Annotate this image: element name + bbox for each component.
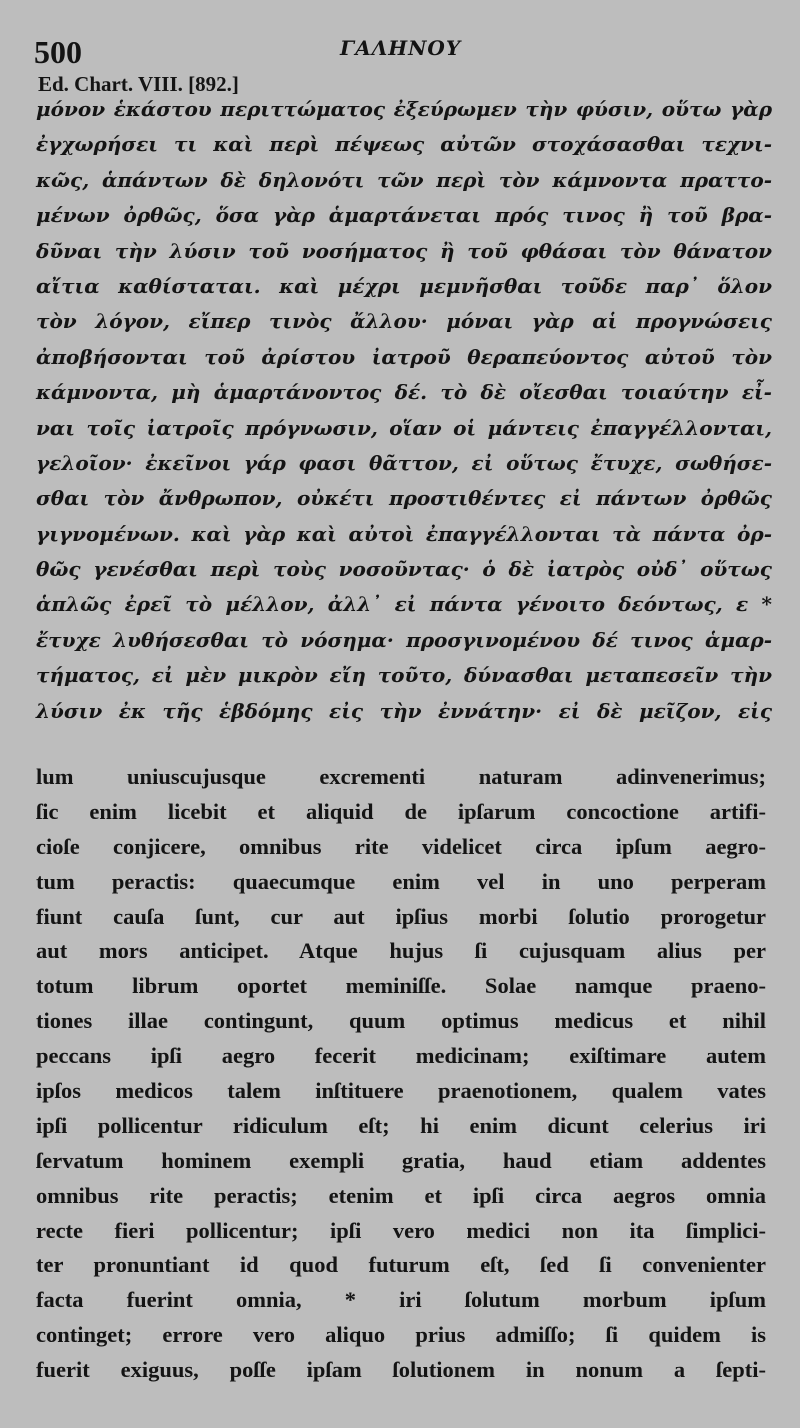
greek-line-text: τήματος, εἰ μὲν μικρὸν εἴη τοῦτο, δύνασθαι μεταπεσεῖν τὴν <box>36 663 772 688</box>
latin-line-text: ter pronuntiant id quod futurum eſt, ſed ſi convenienter <box>36 1252 766 1278</box>
latin-line-text: facta fuerint omnia, * iri ſolutum morbum ipſum <box>36 1287 766 1313</box>
latin-line-text: fuerit exiguus, poſſe ipſam ſolutionem in nonum a ſepti- <box>36 1357 766 1383</box>
latin-line <box>36 1214 766 1249</box>
greek-line-text: ἁπλῶς ἐρεῖ τὸ μέλλον, ἀλλ᾽ εἰ πάντα γένοιτο δεόντως, ε * <box>36 592 772 617</box>
page-header <box>0 34 800 74</box>
latin-line-text: peccans ipſi aegro fecerit medicinam; exiſtimare autem <box>36 1043 766 1069</box>
greek-line <box>36 481 772 516</box>
greek-line-text: μόνον ἑκάστου περιττώματος ἐξεύρωμεν τὴν φύσιν, οὕτω γὰρ <box>36 97 772 121</box>
greek-line-text: μένων ὀρθῶς, ὅσα γὰρ ἁμαρτάνεται πρός τινος ἢ τοῦ βρα- <box>36 203 772 228</box>
latin-line-text: continget; errore vero aliquo prius admiſſo; ſi quidem is <box>36 1322 766 1348</box>
latin-line <box>36 1004 766 1039</box>
latin-line-text: totum librum oportet meminiſſe. Solae namque praeno- <box>36 973 766 999</box>
edition-reference: Ed. Chart. VIII. [892.] <box>38 72 239 96</box>
greek-line-text: ἔτυχε λυθήσεσθαι τὸ νόσημα· προσγινομένου δέ τινος ἁμαρ- <box>36 627 772 652</box>
greek-line <box>36 694 772 729</box>
latin-line <box>36 1144 766 1179</box>
latin-line-text: ſervatum hominem exempli gratia, haud etiam addentes <box>36 1147 766 1173</box>
greek-line <box>36 92 772 127</box>
greek-line-text: θῶς γενέσθαι περὶ τοὺς νοσοῦντας· ὁ δὲ ἰατρὸς οὐδ᾽ οὕτως <box>36 557 772 582</box>
greek-line-text: λύσιν ἐκ τῆς ἑβδόμης εἰς τὴν ἐννάτην· εἰ δὲ μεῖζον, εἰς <box>36 698 772 723</box>
greek-line-text: γιγνομένων. καὶ γὰρ καὶ αὐτοὶ ἐπαγγέλλονται τὰ πάντα ὀρ- <box>36 521 772 546</box>
latin-line <box>36 1179 766 1214</box>
greek-line <box>36 340 772 375</box>
latin-line <box>36 865 766 900</box>
greek-line <box>36 552 772 587</box>
greek-line-text: ναι τοῖς ἰατροῖς πρόγνωσιν, οἵαν οἱ μάντεις ἐπαγγέλλονται, <box>36 415 772 440</box>
latin-line-text: ipſi pollicentur ridiculum eſt; hi enim dicunt celerius iri <box>36 1112 766 1138</box>
greek-line-text: αἴτια καθίσταται. καὶ μέχρι μεμνῆσθαι τοῦδε παρ᾽ ὅλον <box>36 273 772 298</box>
latin-line-text: aut mors anticipet. Atque hujus ſi cujusquam alius per <box>36 938 766 964</box>
greek-line <box>36 198 772 233</box>
latin-line-text: omnibus rite peractis; etenim et ipſi circa aegros omnia <box>36 1182 766 1208</box>
greek-line <box>36 234 772 269</box>
latin-line-text: fiunt cauſa ſunt, cur aut ipſius morbi ſolutio prorogetur <box>36 903 766 929</box>
latin-line-text: ſic enim licebit et aliquid de ipſarum concoctione artifi- <box>36 798 766 824</box>
greek-line <box>36 623 772 658</box>
greek-line-text: κῶς, ἁπάντων δὲ δηλονότι τῶν περὶ τὸν κάμνοντα πραττο- <box>36 167 772 192</box>
greek-line-text: κάμνοντα, μὴ ἁμαρτάνοντος δέ. τὸ δὲ οἴεσθαι τοιαύτην εἶ- <box>36 380 772 405</box>
latin-line <box>36 1283 766 1318</box>
greek-line-text: σθαι τὸν ἄνθρωπον, οὐκέτι προστιθέντες εἰ πάντων ὀρθῶς <box>36 486 772 511</box>
latin-line <box>36 795 766 830</box>
greek-line-text: δῦναι τὴν λύσιν τοῦ νοσήματος ἢ τοῦ φθάσαι τὸν θάνατον <box>36 238 772 263</box>
greek-line-text: τὸν λόγον, εἴπερ τινὸς ἄλλου· μόναι γὰρ αἱ προγνώσεις <box>36 309 772 334</box>
latin-line-text: tiones illae contingunt, quum optimus medicus et nihil <box>36 1008 766 1034</box>
latin-line <box>36 1039 766 1074</box>
greek-line <box>36 127 772 162</box>
latin-line <box>36 1318 766 1353</box>
latin-line-text: cioſe conjicere, omnibus rite videlicet circa ipſum aegro- <box>36 833 766 859</box>
latin-line-text: tum peractis: quaecumque enim vel in uno perperam <box>36 868 766 894</box>
latin-text-block <box>36 760 766 1388</box>
latin-line-text: recte fieri pollicentur; ipſi vero medici non ita ſimplici- <box>36 1217 766 1243</box>
greek-line <box>36 304 772 339</box>
latin-line-text: lum uniuscujusque excrementi naturam adinvenerimus; <box>36 764 766 789</box>
greek-text-block <box>36 92 772 729</box>
latin-line <box>36 1074 766 1109</box>
latin-line <box>36 1353 766 1388</box>
greek-line <box>36 411 772 446</box>
latin-line <box>36 1109 766 1144</box>
latin-line <box>36 1248 766 1283</box>
greek-line-text: γελοῖον· ἐκεῖνοι γάρ φασι θᾶττον, εἰ οὕτως ἔτυχε, σωθήσε- <box>36 450 772 475</box>
greek-line <box>36 269 772 304</box>
greek-line-text: ἀποβήσονται τοῦ ἀρίστου ἰατροῦ θεραπεύοντος αὐτοῦ τὸν <box>36 344 772 369</box>
latin-line <box>36 969 766 1004</box>
running-title: ΓΑΛΗΝΟΥ <box>340 36 462 60</box>
latin-line-text: ipſos medicos talem inſtituere praenotionem, qualem vates <box>36 1078 766 1104</box>
greek-line <box>36 446 772 481</box>
latin-line <box>36 830 766 865</box>
greek-line <box>36 587 772 622</box>
greek-line <box>36 163 772 198</box>
latin-line <box>36 900 766 935</box>
greek-line-text: ἐγχωρήσει τι καὶ περὶ πέψεως αὐτῶν στοχάσασθαι τεχνι- <box>36 132 772 157</box>
greek-line <box>36 658 772 693</box>
page-number: 500 <box>34 34 82 70</box>
latin-line <box>36 760 766 795</box>
greek-line <box>36 375 772 410</box>
latin-line <box>36 934 766 969</box>
greek-line <box>36 517 772 552</box>
